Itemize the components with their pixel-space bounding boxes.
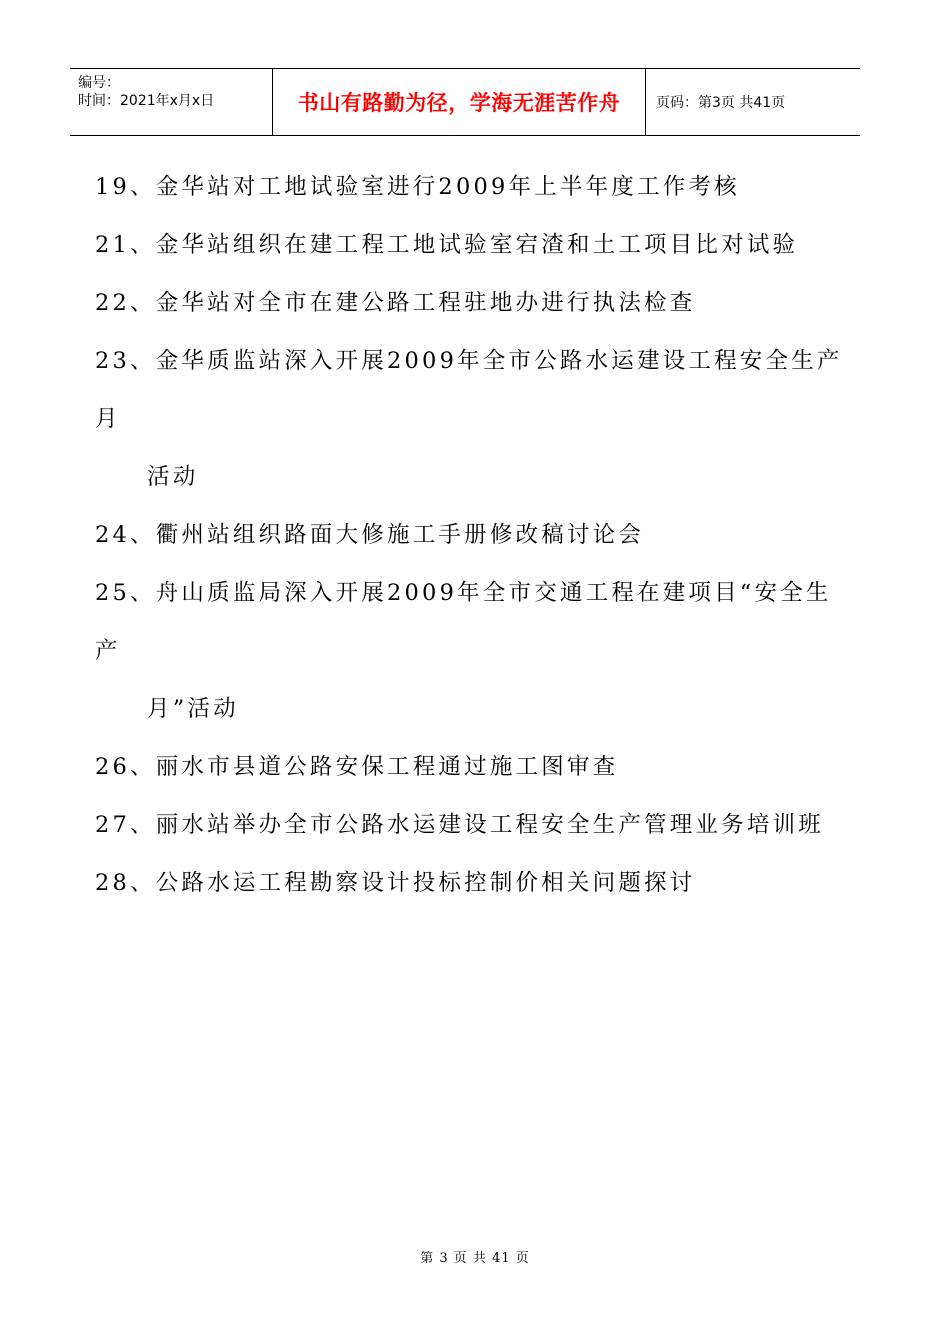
page-header [70,68,860,136]
list-item-continuation: 产 [95,638,121,664]
list-item: 21、金华站组织在建工程工地试验室宕渣和土工项目比对试验 [95,232,799,258]
list-item-continuation: 活动 [147,464,199,490]
list-item: 19、金华站对工地试验室进行2009年上半年度工作考核 [95,174,740,200]
list-item: 26、丽水市县道公路安保工程通过施工图审查 [95,754,619,780]
list-item: 28、公路水运工程勘察设计投标控制价相关问题探讨 [95,870,696,896]
list-item: 27、丽水站举办全市公路水运建设工程安全生产管理业务培训班 [95,812,824,838]
list-item: 22、金华站对全市在建公路工程驻地办进行执法检查 [95,290,696,316]
page-footer: 第 3 页 共 41 页 [420,1251,530,1266]
document-body [95,158,855,912]
number-label: 编号： [78,75,120,91]
list-item: 23、金华质监站深入开展2009年全市公路水运建设工程安全生产 [95,348,843,374]
header-motto: 书山有路勤为径，学海无涯苦作舟 [272,69,646,135]
list-item: 24、衢州站组织路面大修施工手册修改稿讨论会 [95,522,645,548]
list-item-continuation: 月”活动 [147,696,239,722]
list-item: 25、舟山质监局深入开展2009年全市交通工程在建项目“安全生 [95,580,832,606]
list-item-continuation: 月 [95,406,121,432]
header-page-info: 页码：第3页 共41页 [656,95,786,111]
time-label: 时间：2021年x月x日 [78,93,215,109]
header-meta [70,69,272,135]
